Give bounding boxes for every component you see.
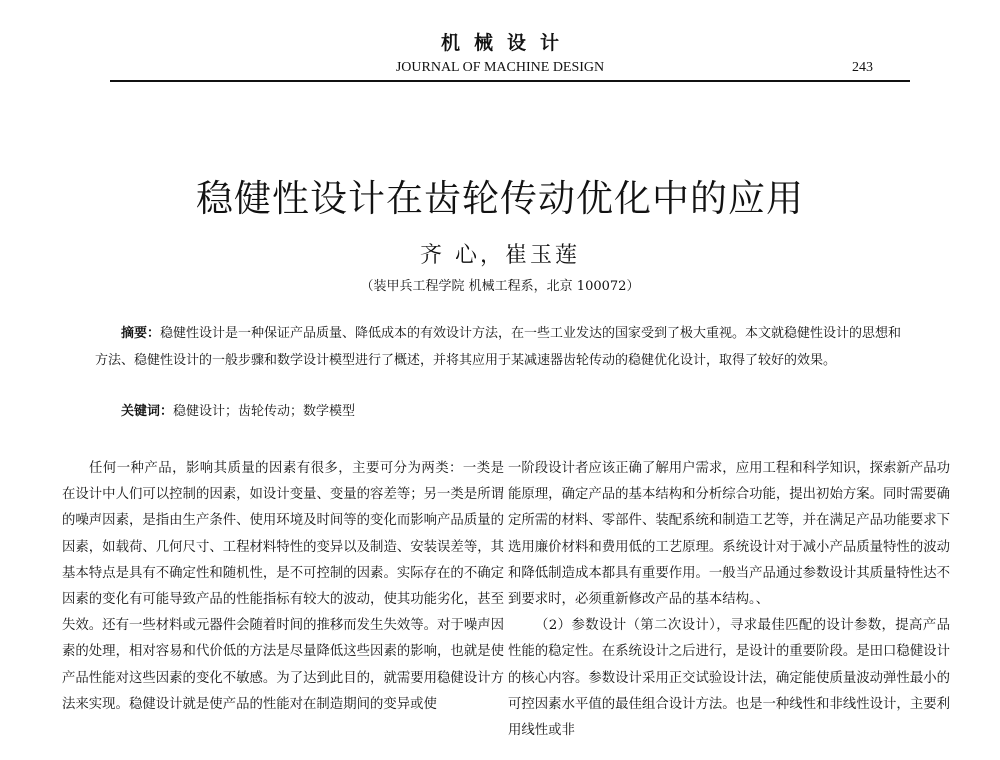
keywords-label: 关键词： bbox=[121, 404, 174, 419]
journal-name-chinese: 机械设计 bbox=[440, 32, 573, 54]
abstract bbox=[95, 320, 903, 374]
page-number: 243 bbox=[852, 60, 873, 75]
body-paragraph: （2）参数设计（第二次设计），寻求最佳匹配的设计参数，提高产品性能的稳定性。在系统设计之后进行，是设计的重要阶段。是田口稳健设计的核心内容。参数设计采用正交试验设计法，确定能使质量波动弹性最小的可控因素水平值的最佳组合设计方法。也是一种线性和非线性设计，主要利用线性或非 bbox=[508, 618, 950, 739]
abstract-label: 摘要： bbox=[121, 326, 161, 341]
article-authors: 齐 心，崔玉莲 bbox=[420, 243, 580, 268]
body-paragraph: 任何一种产品，影响其质量的因素有很多，主要可分为两类：一类是在设计中人们可以控制的因素，如设计变量、变量的容差等；另一类是所谓的噪声因素，是指由生产条件、使用环境及时间等的变化而影响产品质量的因素，如载荷、几何尺寸、工程材料特性的变异以及制造、安装误差等，其基本特点是具有不确定性和随机性，是不可控制的因素。实际存在的不确定因素的变化有可能导致产品的性能指标有较大的波动，使其功能劣化，甚至失效。还有一些材料或元器件会随着时间的推移而发生失效等。对于噪声因素的处理，相对容易和代价低的方法是尽量降低这些因素的影响，也就是使产品性能对这些因素的变化不敏感。为了达到此目的，就需要用稳健设计方法来实现。稳健设计就是使产品的性能对在制造期间的变异或使 bbox=[62, 461, 504, 712]
author-affiliation: （装甲兵工程学院 机械工程系，北京 100072） bbox=[360, 279, 640, 294]
body-paragraph: 一阶段设计者应该正确了解用户需求，应用工程和科学知识，探索新产品功能原理，确定产品的基本结构和分析综合功能，提出初始方案。同时需要确定所需的材料、零部件、装配系统和制造工艺等，并在满足产品功能要求下选用廉价材料和费用低的工艺原理。系统设计对于减小产品质量特性的波动和降低制造成本都具有重要作用。一般当产品通过参数设计其质量特性达不到要求时，必须重新修改产品的基本结构。、 bbox=[508, 461, 950, 608]
body-right-column bbox=[508, 456, 950, 744]
header-rule bbox=[110, 80, 910, 82]
body-left-column bbox=[62, 456, 504, 718]
article-title: 稳健性设计在齿轮传动优化中的应用 bbox=[196, 177, 804, 220]
journal-name-english: JOURNAL OF MACHINE DESIGN bbox=[395, 60, 605, 75]
keywords-text: 稳健设计；齿轮传动；数学模型 bbox=[173, 404, 356, 419]
abstract-text: 稳健性设计是一种保证产品质量、降低成本的有效设计方法，在一些工业发达的国家受到了极大重视。本文就稳健性设计的思想和方法、稳健性设计的一般步骤和数学设计模型进行了概述，并将其应用于某减速器齿轮传动的稳健优化设计，取得了较好的效果。 bbox=[95, 326, 902, 368]
keywords bbox=[121, 400, 901, 424]
